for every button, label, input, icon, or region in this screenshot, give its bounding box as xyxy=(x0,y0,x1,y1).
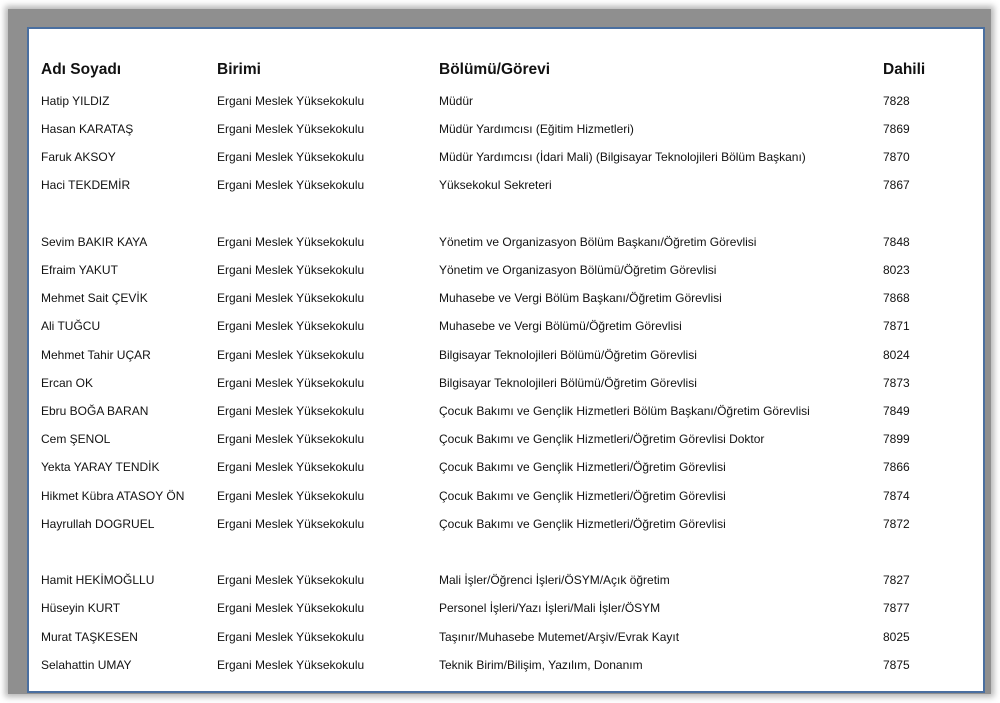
person-name: Selahattin UMAY xyxy=(41,658,132,672)
unit-name: Ergani Meslek Yüksekokulu xyxy=(217,489,365,503)
table-row xyxy=(29,486,983,506)
department-role: Bilgisayar Teknolojileri Bölümü/Öğretim Görevlisi xyxy=(439,376,697,390)
extension-number: 7899 xyxy=(883,432,910,446)
extension-number: 7873 xyxy=(883,376,910,390)
table-row xyxy=(29,655,983,675)
department-role: Taşınır/Muhasebe Mutemet/Arşiv/Evrak Kayıt xyxy=(439,630,680,644)
person-name: Ebru BOĞA BARAN xyxy=(41,404,149,418)
header-name: Adı Soyadı xyxy=(41,61,122,78)
department-role: Çocuk Bakımı ve Gençlik Hizmetleri Bölüm Başkanı/Öğretim Görevlisi xyxy=(439,404,810,418)
unit-name: Ergani Meslek Yüksekokulu xyxy=(217,235,365,249)
person-name: Murat TAŞKESEN xyxy=(41,630,138,644)
table-row xyxy=(29,119,983,139)
person-name: Mehmet Tahir UÇAR xyxy=(41,348,151,362)
table-row xyxy=(29,91,983,111)
extension-number: 7828 xyxy=(883,94,910,108)
unit-name: Ergani Meslek Yüksekokulu xyxy=(217,432,365,446)
extension-number: 7877 xyxy=(883,601,910,615)
unit-name: Ergani Meslek Yüksekokulu xyxy=(217,376,365,390)
unit-name: Ergani Meslek Yüksekokulu xyxy=(217,630,365,644)
person-name: Yekta YARAY TENDİK xyxy=(41,460,160,474)
table-row xyxy=(29,598,983,618)
person-name: Hasan KARATAŞ xyxy=(41,122,134,136)
person-name: Ercan OK xyxy=(41,376,94,390)
table-row xyxy=(29,232,983,252)
department-role: Çocuk Bakımı ve Gençlik Hizmetleri/Öğretim Görevlisi xyxy=(439,460,726,474)
unit-name: Ergani Meslek Yüksekokulu xyxy=(217,263,365,277)
person-name: Efraim YAKUT xyxy=(41,263,118,277)
unit-name: Ergani Meslek Yüksekokulu xyxy=(217,348,365,362)
person-name: Hüseyin KURT xyxy=(41,601,121,615)
document-frame xyxy=(8,9,991,694)
unit-name: Ergani Meslek Yüksekokulu xyxy=(217,94,365,108)
unit-name: Ergani Meslek Yüksekokulu xyxy=(217,517,365,531)
person-name: Haci TEKDEMİR xyxy=(41,178,131,192)
extension-number: 7870 xyxy=(883,150,910,164)
extension-number: 7869 xyxy=(883,122,910,136)
unit-name: Ergani Meslek Yüksekokulu xyxy=(217,658,365,672)
extension-number: 7866 xyxy=(883,460,910,474)
department-role: Bilgisayar Teknolojileri Bölümü/Öğretim Görevlisi xyxy=(439,348,697,362)
unit-name: Ergani Meslek Yüksekokulu xyxy=(217,178,365,192)
extension-number: 7874 xyxy=(883,489,910,503)
person-name: Hayrullah DOGRUEL xyxy=(41,517,155,531)
table-row xyxy=(29,288,983,308)
table-row xyxy=(29,514,983,534)
department-role: Çocuk Bakımı ve Gençlik Hizmetleri/Öğretim Görevlisi xyxy=(439,489,726,503)
person-name: Hatip YILDIZ xyxy=(41,94,110,108)
unit-name: Ergani Meslek Yüksekokulu xyxy=(217,319,365,333)
table-row xyxy=(29,345,983,365)
department-role: Muhasebe ve Vergi Bölüm Başkanı/Öğretim Görevlisi xyxy=(439,291,722,305)
extension-number: 7849 xyxy=(883,404,910,418)
table-row xyxy=(29,401,983,421)
unit-name: Ergani Meslek Yüksekokulu xyxy=(217,150,365,164)
header-extension: Dahili xyxy=(883,61,926,78)
unit-name: Ergani Meslek Yüksekokulu xyxy=(217,573,365,587)
extension-number: 7867 xyxy=(883,178,910,192)
extension-number: 7875 xyxy=(883,658,910,672)
extension-number: 8025 xyxy=(883,630,910,644)
department-role: Personel İşleri/Yazı İşleri/Mali İşler/ÖSYM xyxy=(439,601,661,615)
header-unit: Birimi xyxy=(217,61,261,78)
person-name: Cem ŞENOL xyxy=(41,432,111,446)
extension-number: 7848 xyxy=(883,235,910,249)
table-row xyxy=(29,457,983,477)
table-row xyxy=(29,260,983,280)
department-role: Müdür Yardımcısı (Eğitim Hizmetleri) xyxy=(439,122,634,136)
table-row xyxy=(29,627,983,647)
department-role: Çocuk Bakımı ve Gençlik Hizmetleri/Öğretim Görevlisi xyxy=(439,517,726,531)
department-role: Yönetim ve Organizasyon Bölümü/Öğretim Görevlisi xyxy=(439,263,717,277)
department-role: Mali İşler/Öğrenci İşleri/ÖSYM/Açık öğretim xyxy=(439,573,670,587)
person-name: Sevim BAKIR KAYA xyxy=(41,235,148,249)
department-role: Çocuk Bakımı ve Gençlik Hizmetleri/Öğretim Görevlisi Doktor xyxy=(439,432,765,446)
department-role: Yönetim ve Organizasyon Bölüm Başkanı/Öğretim Görevlisi xyxy=(439,235,757,249)
unit-name: Ergani Meslek Yüksekokulu xyxy=(217,122,365,136)
department-role: Müdür xyxy=(439,94,474,108)
unit-name: Ergani Meslek Yüksekokulu xyxy=(217,460,365,474)
header-department: Bölümü/Görevi xyxy=(439,61,551,78)
table-row xyxy=(29,175,983,195)
person-name: Mehmet Sait ÇEVİK xyxy=(41,291,148,305)
unit-name: Ergani Meslek Yüksekokulu xyxy=(217,291,365,305)
extension-number: 7871 xyxy=(883,319,910,333)
table-row xyxy=(29,316,983,336)
department-role: Yüksekokul Sekreteri xyxy=(439,178,552,192)
phone-directory-page xyxy=(27,27,985,693)
extension-number: 7872 xyxy=(883,517,910,531)
table-row xyxy=(29,147,983,167)
unit-name: Ergani Meslek Yüksekokulu xyxy=(217,404,365,418)
person-name: Hikmet Kübra ATASOY ÖN xyxy=(41,489,185,503)
table-row xyxy=(29,570,983,590)
department-role: Muhasebe ve Vergi Bölümü/Öğretim Görevlisi xyxy=(439,319,682,333)
person-name: Ali TUĞCU xyxy=(41,319,101,333)
unit-name: Ergani Meslek Yüksekokulu xyxy=(217,601,365,615)
extension-number: 8023 xyxy=(883,263,910,277)
person-name: Hamit HEKİMOĞLLU xyxy=(41,573,155,587)
department-role: Müdür Yardımcısı (İdari Mali) (Bilgisayar Teknolojileri Bölüm Başkanı) xyxy=(439,150,806,164)
extension-number: 7868 xyxy=(883,291,910,305)
table-row xyxy=(29,373,983,393)
table-header xyxy=(29,58,983,78)
person-name: Faruk AKSOY xyxy=(41,150,116,164)
extension-number: 8024 xyxy=(883,348,910,362)
extension-number: 7827 xyxy=(883,573,910,587)
department-role: Teknik Birim/Bilişim, Yazılım, Donanım xyxy=(439,658,643,672)
table-row xyxy=(29,429,983,449)
